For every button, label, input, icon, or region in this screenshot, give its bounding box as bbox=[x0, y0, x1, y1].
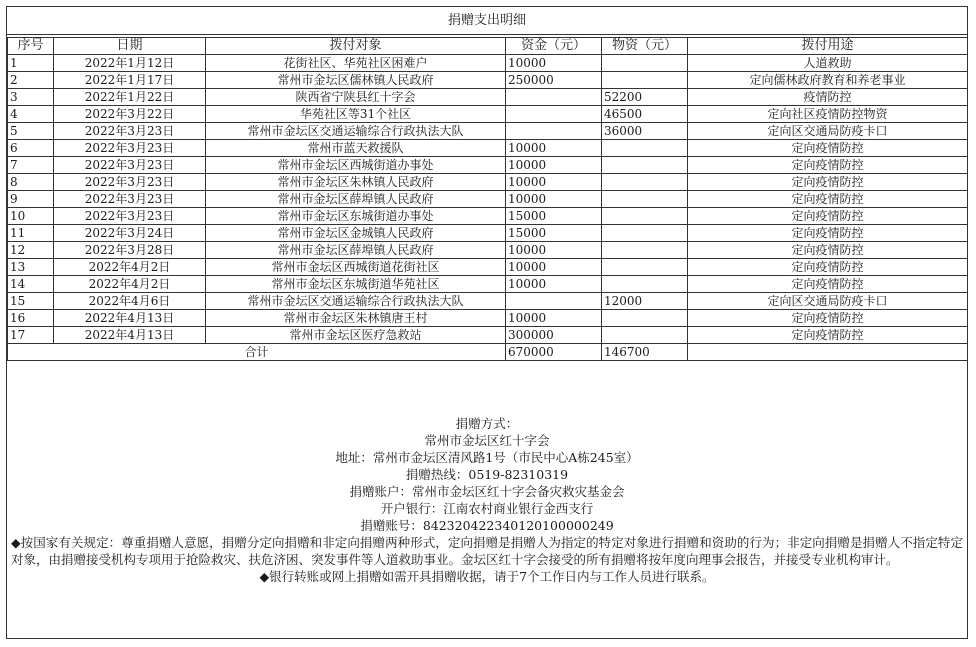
cell-date: 2022年4月2日 bbox=[54, 276, 206, 293]
table-row bbox=[8, 89, 968, 106]
table-row bbox=[8, 225, 968, 242]
cell-date: 2022年3月28日 bbox=[54, 242, 206, 259]
table-row bbox=[8, 72, 968, 89]
cell-date: 2022年3月23日 bbox=[54, 174, 206, 191]
cell-target: 常州市金坛区东城街道办事处 bbox=[206, 208, 506, 225]
total-label: 合计 bbox=[8, 344, 506, 361]
table-row bbox=[8, 242, 968, 259]
total-money: 670000 bbox=[506, 344, 602, 361]
donation-hotline: 捐赠热线：0519-82310319 bbox=[405, 467, 569, 482]
cell-target: 常州市金坛区朱林镇唐王村 bbox=[206, 310, 506, 327]
cell-seq: 5 bbox=[8, 123, 54, 140]
table-row bbox=[8, 174, 968, 191]
cell-seq: 8 bbox=[8, 174, 54, 191]
cell-seq: 2 bbox=[8, 72, 54, 89]
cell-purpose: 定向疫情防控 bbox=[688, 242, 968, 259]
cell-target: 常州市金坛区薛埠镇人民政府 bbox=[206, 191, 506, 208]
cell-date: 2022年3月23日 bbox=[54, 157, 206, 174]
cell-date: 2022年4月13日 bbox=[54, 310, 206, 327]
cell-money: 10000 bbox=[506, 157, 602, 174]
cell-purpose: 定向疫情防控 bbox=[688, 191, 968, 208]
cell-money: 15000 bbox=[506, 225, 602, 242]
cell-target: 常州市金坛区朱林镇人民政府 bbox=[206, 174, 506, 191]
cell-money: 250000 bbox=[506, 72, 602, 89]
table-row bbox=[8, 327, 968, 344]
cell-date: 2022年3月23日 bbox=[54, 123, 206, 140]
table-row bbox=[8, 140, 968, 157]
donation-account-no: 捐赠账号：842320422340120100000249 bbox=[360, 518, 614, 533]
cell-goods bbox=[602, 225, 688, 242]
cell-target: 花街社区、华苑社区困难户 bbox=[206, 55, 506, 72]
cell-target: 陕西省宁陕县红十字会 bbox=[206, 89, 506, 106]
cell-date: 2022年4月6日 bbox=[54, 293, 206, 310]
cell-money: 10000 bbox=[506, 174, 602, 191]
table-row bbox=[8, 276, 968, 293]
total-row bbox=[8, 344, 968, 361]
cell-purpose: 定向社区疫情防控物资 bbox=[688, 106, 968, 123]
table-row bbox=[8, 310, 968, 327]
table-row bbox=[8, 106, 968, 123]
table-row bbox=[8, 293, 968, 310]
cell-target: 常州市金坛区西城街道办事处 bbox=[206, 157, 506, 174]
cell-money: 10000 bbox=[506, 191, 602, 208]
cell-purpose: 定向儒林政府教育和养老事业 bbox=[688, 72, 968, 89]
cell-goods bbox=[602, 191, 688, 208]
cell-seq: 12 bbox=[8, 242, 54, 259]
cell-goods bbox=[602, 140, 688, 157]
cell-goods bbox=[602, 157, 688, 174]
cell-seq: 10 bbox=[8, 208, 54, 225]
col-header-purpose: 拨付用途 bbox=[688, 38, 968, 55]
cell-money: 10000 bbox=[506, 310, 602, 327]
donation-org: 常州市金坛区红十字会 bbox=[424, 433, 550, 448]
cell-date: 2022年4月13日 bbox=[54, 327, 206, 344]
cell-target: 华苑社区等31个社区 bbox=[206, 106, 506, 123]
cell-seq: 17 bbox=[8, 327, 54, 344]
cell-money: 10000 bbox=[506, 259, 602, 276]
cell-money: 10000 bbox=[506, 140, 602, 157]
cell-goods bbox=[602, 72, 688, 89]
cell-goods: 52200 bbox=[602, 89, 688, 106]
col-header-money: 资金（元） bbox=[506, 38, 602, 55]
cell-purpose: 定向疫情防控 bbox=[688, 174, 968, 191]
table-row bbox=[8, 55, 968, 72]
cell-purpose: 定向区交通局防疫卡口 bbox=[688, 123, 968, 140]
table-body bbox=[8, 55, 968, 344]
cell-target: 常州市金坛区金城镇人民政府 bbox=[206, 225, 506, 242]
cell-money bbox=[506, 123, 602, 140]
cell-purpose: 定向区交通局防疫卡口 bbox=[688, 293, 968, 310]
cell-purpose: 定向疫情防控 bbox=[688, 225, 968, 242]
cell-goods bbox=[602, 55, 688, 72]
table-header-row bbox=[8, 38, 968, 55]
cell-purpose: 定向疫情防控 bbox=[688, 276, 968, 293]
cell-money bbox=[506, 106, 602, 123]
cell-seq: 3 bbox=[8, 89, 54, 106]
cell-target: 常州市金坛区西城街道花街社区 bbox=[206, 259, 506, 276]
cell-target: 常州市蓝天救援队 bbox=[206, 140, 506, 157]
cell-date: 2022年3月23日 bbox=[54, 191, 206, 208]
cell-money: 15000 bbox=[506, 208, 602, 225]
regulation-note: ◆按国家有关规定：尊重捐赠人意愿，捐赠分定向捐赠和非定向捐赠两种形式，定向捐赠是捐赠人为指定的特定对象进行捐赠和资助的行为；非定向捐赠是捐赠人不指定特定对象，由捐赠接受机构专项用于抢险救灾、扶危济困、突发事件等人道救助事业。金坛区红十字会接受的所有捐赠将按年度向理事会报告，并接受专业机构审计。 bbox=[11, 535, 963, 567]
table-row bbox=[8, 191, 968, 208]
cell-seq: 14 bbox=[8, 276, 54, 293]
cell-purpose: 定向疫情防控 bbox=[688, 259, 968, 276]
cell-purpose: 定向疫情防控 bbox=[688, 140, 968, 157]
table-row bbox=[8, 123, 968, 140]
cell-goods: 46500 bbox=[602, 106, 688, 123]
cell-target: 常州市金坛区儒林镇人民政府 bbox=[206, 72, 506, 89]
receipt-note: ◆银行转账或网上捐赠如需开具捐赠收据，请于7个工作日内与工作人员进行联系。 bbox=[259, 569, 715, 584]
cell-date: 2022年3月22日 bbox=[54, 106, 206, 123]
cell-money bbox=[506, 89, 602, 106]
cell-seq: 11 bbox=[8, 225, 54, 242]
col-header-date: 日期 bbox=[54, 38, 206, 55]
cell-target: 常州市金坛区东城街道华苑社区 bbox=[206, 276, 506, 293]
cell-target: 常州市金坛区交通运输综合行政执法大队 bbox=[206, 123, 506, 140]
cell-date: 2022年1月17日 bbox=[54, 72, 206, 89]
cell-target: 常州市金坛区薛埠镇人民政府 bbox=[206, 242, 506, 259]
table-row bbox=[8, 208, 968, 225]
cell-seq: 16 bbox=[8, 310, 54, 327]
cell-target: 常州市金坛区交通运输综合行政执法大队 bbox=[206, 293, 506, 310]
cell-money: 10000 bbox=[506, 276, 602, 293]
donation-info bbox=[7, 415, 967, 585]
cell-purpose: 疫情防控 bbox=[688, 89, 968, 106]
col-header-goods: 物资（元） bbox=[602, 38, 688, 55]
total-goods: 146700 bbox=[602, 344, 688, 361]
cell-goods bbox=[602, 174, 688, 191]
donation-bank: 开户银行：江南农村商业银行金西支行 bbox=[380, 501, 594, 516]
col-header-seq: 序号 bbox=[8, 38, 54, 55]
cell-seq: 6 bbox=[8, 140, 54, 157]
cell-goods bbox=[602, 276, 688, 293]
cell-goods bbox=[602, 327, 688, 344]
cell-date: 2022年3月23日 bbox=[54, 208, 206, 225]
page-title: 捐赠支出明细 bbox=[7, 7, 967, 35]
donation-heading: 捐赠方式： bbox=[455, 416, 519, 431]
col-header-target: 拨付对象 bbox=[206, 38, 506, 55]
cell-purpose: 定向疫情防控 bbox=[688, 327, 968, 344]
cell-money bbox=[506, 293, 602, 310]
cell-seq: 13 bbox=[8, 259, 54, 276]
cell-seq: 15 bbox=[8, 293, 54, 310]
cell-purpose: 定向疫情防控 bbox=[688, 208, 968, 225]
cell-money: 10000 bbox=[506, 242, 602, 259]
total-purpose-empty bbox=[688, 344, 968, 361]
cell-seq: 9 bbox=[8, 191, 54, 208]
cell-goods bbox=[602, 310, 688, 327]
donation-sheet bbox=[6, 6, 968, 639]
cell-money: 300000 bbox=[506, 327, 602, 344]
expense-table bbox=[7, 37, 968, 361]
cell-money: 10000 bbox=[506, 55, 602, 72]
cell-seq: 7 bbox=[8, 157, 54, 174]
donation-address: 地址：常州市金坛区清风路1号（市民中心A栋245室） bbox=[335, 450, 639, 465]
table-row bbox=[8, 157, 968, 174]
cell-goods bbox=[602, 208, 688, 225]
cell-date: 2022年3月23日 bbox=[54, 140, 206, 157]
cell-purpose: 人道救助 bbox=[688, 55, 968, 72]
cell-goods bbox=[602, 259, 688, 276]
cell-goods: 36000 bbox=[602, 123, 688, 140]
cell-date: 2022年1月22日 bbox=[54, 89, 206, 106]
cell-goods bbox=[602, 242, 688, 259]
cell-date: 2022年4月2日 bbox=[54, 259, 206, 276]
cell-seq: 4 bbox=[8, 106, 54, 123]
cell-goods: 12000 bbox=[602, 293, 688, 310]
table-row bbox=[8, 259, 968, 276]
cell-target: 常州市金坛区医疗急救站 bbox=[206, 327, 506, 344]
cell-date: 2022年1月12日 bbox=[54, 55, 206, 72]
donation-account-name: 捐赠账户：常州市金坛区红十字会备灾救灾基金会 bbox=[349, 484, 625, 499]
cell-purpose: 定向疫情防控 bbox=[688, 157, 968, 174]
cell-seq: 1 bbox=[8, 55, 54, 72]
cell-purpose: 定向疫情防控 bbox=[688, 310, 968, 327]
cell-date: 2022年3月24日 bbox=[54, 225, 206, 242]
